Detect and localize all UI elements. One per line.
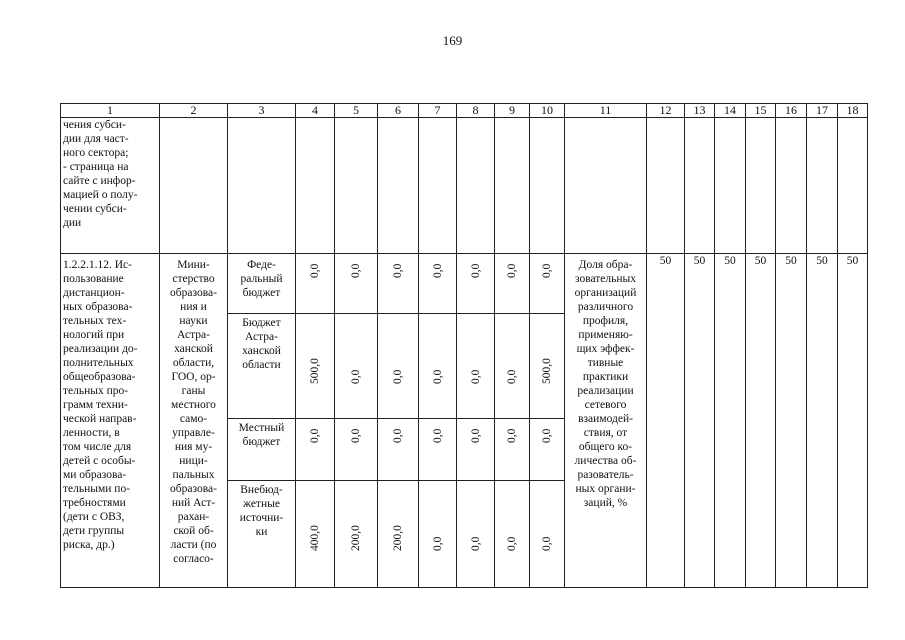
table-row <box>61 254 868 314</box>
funding-value: 0,0 <box>530 419 565 481</box>
funding-source: Местный бюджет <box>228 419 296 481</box>
header-cell: 5 <box>335 104 378 118</box>
header-cell: 9 <box>495 104 530 118</box>
funding-value: 0,0 <box>457 314 495 419</box>
funding-value: 0,0 <box>335 254 378 314</box>
funding-value: 0,0 <box>419 314 457 419</box>
header-cell: 13 <box>685 104 715 118</box>
header-cell: 16 <box>776 104 807 118</box>
funding-value: 0,0 <box>419 419 457 481</box>
continuation-description: чения субси- дии для част- ного сектора; - страница на сайте с инфор- мацией о полу- чении субси- дии <box>61 118 160 254</box>
target-value: 50 <box>838 254 868 588</box>
continuation-row <box>61 118 868 254</box>
header-cell: 10 <box>530 104 565 118</box>
target-value: 50 <box>685 254 715 588</box>
funding-value: 0,0 <box>378 419 419 481</box>
header-cell: 11 <box>565 104 647 118</box>
funding-value: 0,0 <box>457 481 495 588</box>
funding-value: 0,0 <box>378 314 419 419</box>
funding-source: Бюджет Астра- ханской области <box>228 314 296 419</box>
funding-value: 0,0 <box>530 254 565 314</box>
page-number: 169 <box>442 33 463 48</box>
funding-value: 500,0 <box>530 314 565 419</box>
funding-source: Феде- ральный бюджет <box>228 254 296 314</box>
funding-value: 0,0 <box>457 419 495 481</box>
funding-value: 0,0 <box>419 254 457 314</box>
funding-value: 0,0 <box>530 481 565 588</box>
header-row <box>61 104 868 118</box>
header-cell: 12 <box>647 104 685 118</box>
header-cell: 6 <box>378 104 419 118</box>
funding-value: 0,0 <box>419 481 457 588</box>
header-cell: 17 <box>807 104 838 118</box>
header-cell: 15 <box>746 104 776 118</box>
funding-value: 0,0 <box>335 419 378 481</box>
target-value: 50 <box>746 254 776 588</box>
funding-value: 0,0 <box>495 254 530 314</box>
funding-source: Внебюд- жетные источни- ки <box>228 481 296 588</box>
funding-value: 0,0 <box>495 314 530 419</box>
header-cell: 7 <box>419 104 457 118</box>
funding-value: 0,0 <box>296 254 335 314</box>
program-table <box>60 103 868 588</box>
header-cell: 1 <box>61 104 160 118</box>
funding-value: 200,0 <box>335 481 378 588</box>
header-cell: 3 <box>228 104 296 118</box>
target-value: 50 <box>807 254 838 588</box>
header-cell: 14 <box>715 104 746 118</box>
funding-value: 0,0 <box>457 254 495 314</box>
funding-value: 400,0 <box>296 481 335 588</box>
header-cell: 18 <box>838 104 868 118</box>
funding-value: 0,0 <box>335 314 378 419</box>
target-value: 50 <box>776 254 807 588</box>
target-value: 50 <box>715 254 746 588</box>
funding-value: 0,0 <box>296 419 335 481</box>
funding-value: 500,0 <box>296 314 335 419</box>
target-value: 50 <box>647 254 685 588</box>
header-cell: 8 <box>457 104 495 118</box>
header-cell: 4 <box>296 104 335 118</box>
indicator-description: Доля обра- зовательных организаций различного профиля, применяю- щих эффек- тивные практики реализации сетевого взаимодей- ствия, от общего ко- личества об- разователь- ных органи- заций, % <box>565 254 647 588</box>
funding-value: 0,0 <box>495 481 530 588</box>
funding-value: 0,0 <box>495 419 530 481</box>
item-executors: Мини- стерство образова- ния и науки Астра- ханской области, ГОО, ор- ганы местного само- управле- ния му- ници- пальных образова- ний Аст- рахан- ской об- ласти (по согласо- <box>160 254 228 588</box>
funding-value: 0,0 <box>378 254 419 314</box>
header-cell: 2 <box>160 104 228 118</box>
item-description: 1.2.2.1.12. Ис- пользование дистанцион- ных образова- тельных тех- нологий при реализации до- полнительных общеобразова- тельных про- грамм техни- ческой направ- ленности, в том числе для детей с особы- ми образова- тельными по- требностями (дети с ОВЗ, дети группы риска, др.) <box>61 254 160 588</box>
funding-value: 200,0 <box>378 481 419 588</box>
